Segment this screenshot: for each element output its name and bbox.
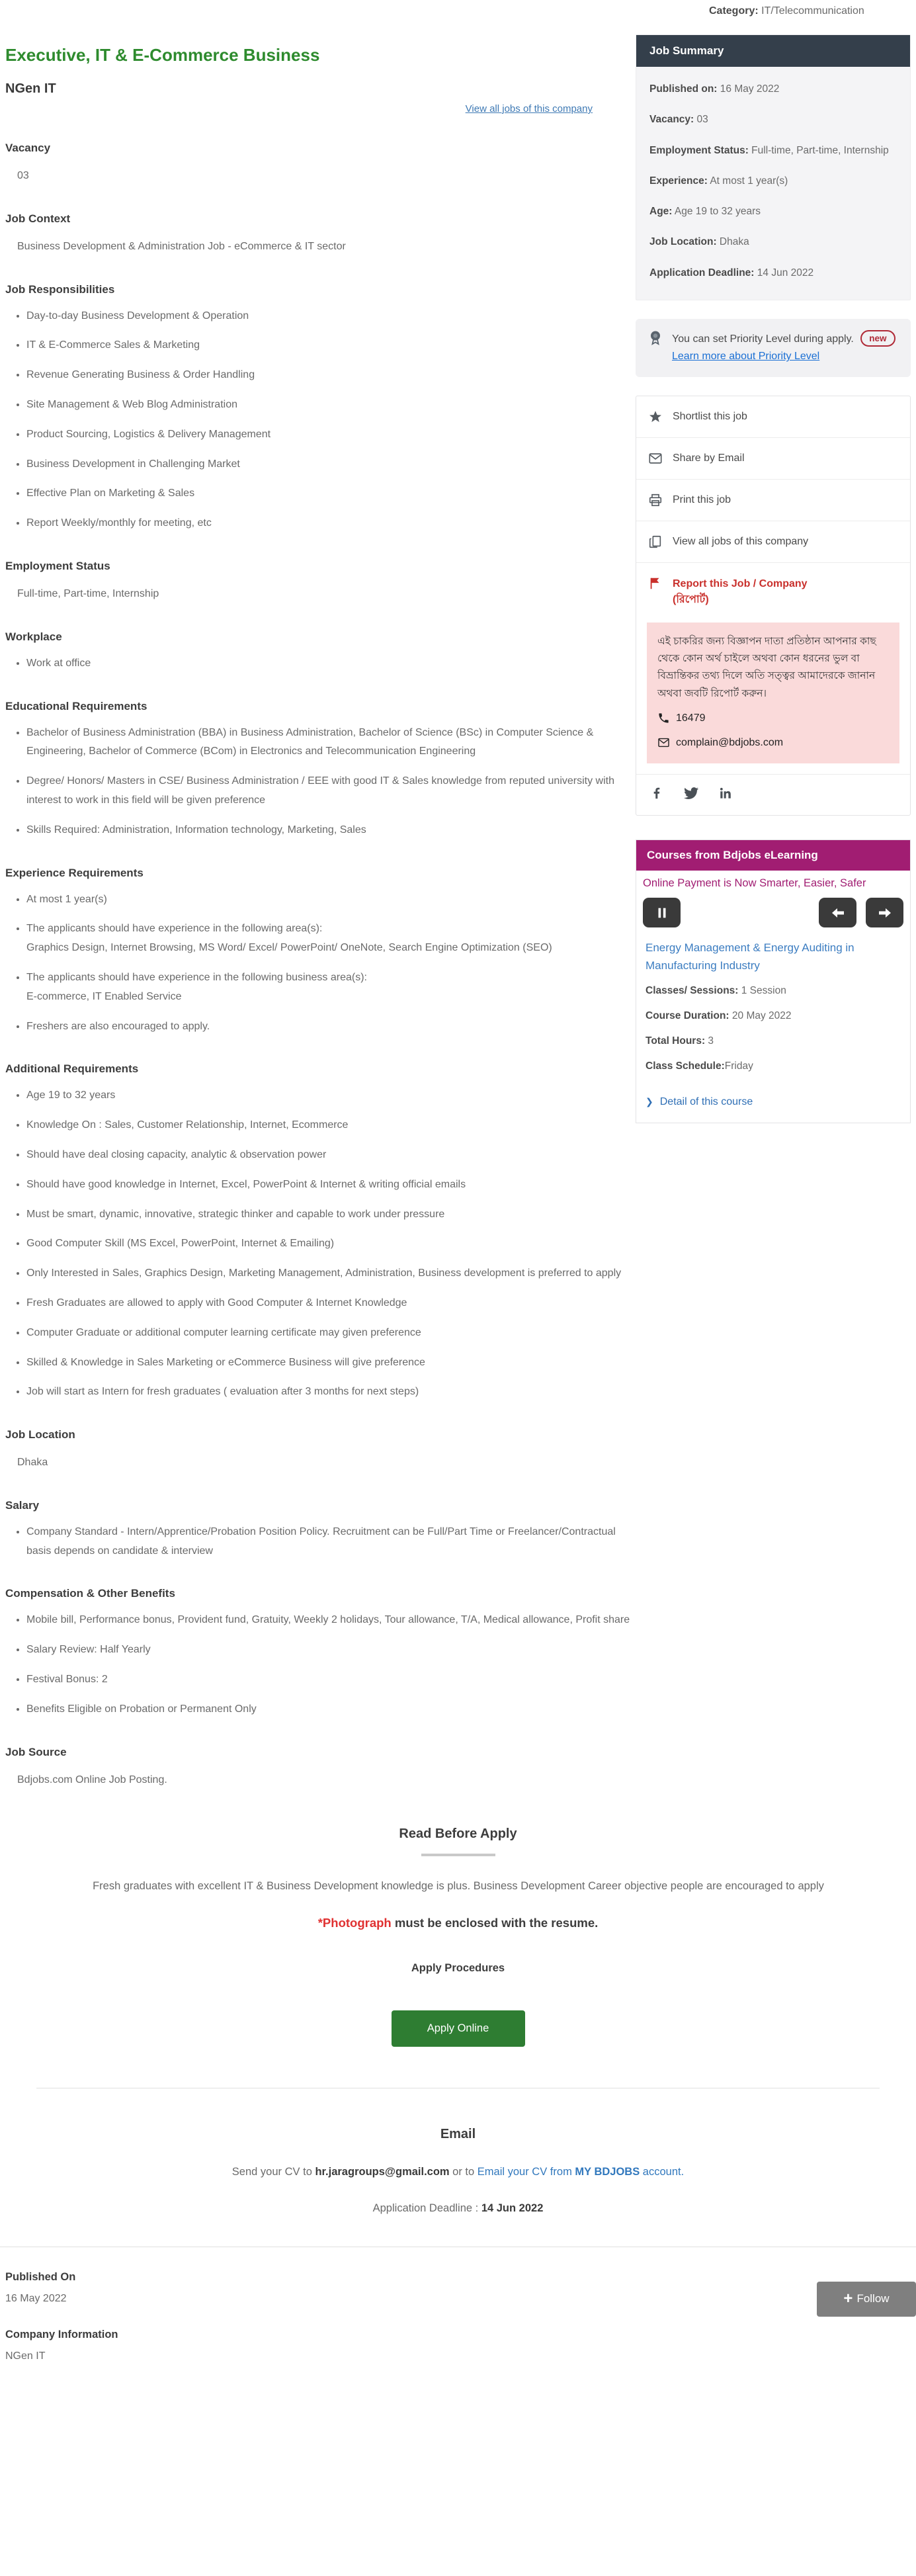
- report-phone-row: [657, 709, 889, 727]
- summary-row-vacancy: [649, 112, 897, 127]
- report-email-row: [657, 734, 889, 751]
- report-info-panel: [647, 623, 899, 764]
- flag-icon: [648, 576, 663, 591]
- summary-value: 16 May 2022: [720, 83, 780, 95]
- compensation-item: • Festival Bonus: 2: [26, 1670, 631, 1690]
- section-heading-workplace: Workplace: [5, 630, 62, 643]
- summary-value: 03: [696, 114, 708, 126]
- compensation-item: • Salary Review: Half Yearly: [26, 1641, 631, 1660]
- experience-requirement-item: • The applicants should have experience in the following business area(s): E-commerce, IT Enabled Service: [26, 968, 631, 1007]
- elearning-title: Courses from Bdjobs eLearning: [636, 840, 910, 871]
- company-information-label: Company Information: [5, 2328, 118, 2340]
- summary-label: Experience:: [649, 175, 708, 187]
- salary-list: [5, 1523, 631, 1561]
- phone-icon: [657, 712, 670, 724]
- section-heading-responsibilities: Job Responsibilities: [5, 282, 115, 296]
- summary-value: Dhaka: [719, 236, 749, 248]
- course-row-value: 20 May 2022: [729, 1009, 792, 1021]
- priority-level-box: [636, 319, 911, 377]
- summary-value: At most 1 year(s): [710, 175, 788, 187]
- prev-button[interactable]: [819, 898, 856, 927]
- job-responsibility-item: • Revenue Generating Business & Order Handling: [26, 366, 631, 385]
- photograph-note-red: *Photograph: [317, 1915, 392, 1930]
- email-suffix-text: account.: [640, 2165, 685, 2178]
- report-label: [673, 576, 808, 608]
- read-before-apply-title: Read Before Apply: [399, 1826, 517, 1842]
- summary-value: 14 Jun 2022: [757, 267, 814, 279]
- course-row-label: Classes/ Sessions:: [645, 984, 739, 996]
- elearning-box: [636, 839, 911, 1123]
- job-responsibility-item: • Product Sourcing, Logistics & Delivery Management: [26, 425, 631, 445]
- section-heading-job-source: Job Source: [5, 1745, 67, 1758]
- job-source-value: Bdjobs.com Online Job Posting.: [17, 1774, 167, 1785]
- report-email: complain@bdjobs.com: [676, 737, 784, 749]
- experience-requirement-item: • At most 1 year(s): [26, 890, 631, 910]
- summary-label: Job Location:: [649, 236, 717, 248]
- pages-icon: [648, 535, 663, 549]
- medal-icon: [647, 330, 663, 366]
- additional-requirement-item: • Job will start as Intern for fresh graduates ( evaluation after 3 months for next steps): [26, 1383, 631, 1402]
- summary-row-experience: [649, 173, 897, 189]
- job-detail-main: [0, 34, 631, 1789]
- additional-requirement-item: • Age 19 to 32 years: [26, 1086, 631, 1105]
- new-badge: new: [860, 330, 895, 347]
- summary-label: Published on:: [649, 83, 718, 95]
- summary-value: Full-time, Part-time, Internship: [751, 144, 889, 156]
- course-row-label: Total Hours:: [645, 1035, 706, 1047]
- summary-label: Application Deadline:: [649, 267, 755, 279]
- summary-label: Employment Status:: [649, 144, 749, 156]
- page-title: Executive, IT & E-Commerce Business: [5, 45, 320, 65]
- twitter-icon[interactable]: [684, 786, 698, 804]
- additional-requirement-item: • Knowledge On : Sales, Customer Relationship, Internet, Ecommerce: [26, 1116, 631, 1135]
- priority-text: You can set Priority Level during apply.: [672, 333, 854, 345]
- section-heading-compensation: Compensation & Other Benefits: [5, 1587, 175, 1600]
- deadline-label: Application Deadline :: [372, 2202, 481, 2214]
- experience-requirement-item: • The applicants should have experience in the following area(s): Graphics Design, Internet Browsing, MS Word/ Excel/ PowerPoint/ OneNote, Search Engine Optimization (SEO): [26, 920, 631, 958]
- educational-requirement-item: • Bachelor of Business Administration (BBA) in Business Administration, Bachelor of Science (BSc) in Computer Science & Engineering, Bachelor of Commerce (BCom) in Electronics and Telecommunication Engineering: [26, 724, 631, 762]
- facebook-icon[interactable]: [649, 786, 664, 804]
- additional-requirement-item: • Only Interested in Sales, Graphics Design, Marketing Management, Administration, Business development is preferred to apply: [26, 1264, 631, 1283]
- category-label: Category:: [709, 5, 759, 17]
- compensation-item: • Benefits Eligible on Probation or Permanent Only: [26, 1700, 631, 1719]
- summary-row-age: [649, 204, 897, 219]
- job-responsibilities-list: [5, 307, 631, 533]
- job-location-value: Dhaka: [17, 1457, 48, 1469]
- additional-requirements-list: [5, 1086, 631, 1402]
- summary-row-location: [649, 234, 897, 249]
- shortlist-label: Shortlist this job: [673, 410, 747, 422]
- shortlist-job-button[interactable]: [636, 396, 910, 438]
- cv-email-address: hr.jaragroups@gmail.com: [315, 2165, 450, 2178]
- additional-requirement-item: • Skilled & Knowledge in Sales Marketing or eCommerce Business will give preference: [26, 1353, 631, 1373]
- job-responsibility-item: • Day-to-day Business Development & Operation: [26, 307, 631, 326]
- report-warning-text: এই চাকরির জন্য বিজ্ঞাপন দাতা প্রতিষ্ঠান আপনার কাছ থেকে কোন অর্থ চাইলে অথবা কোন ধরনের ভুল বা বিভ্রান্তিকর তথ্য দিলে অতি সত্ত্বর আমাদেরকে জানান অথবা জবটি রিপোর্ট করুন।: [657, 635, 876, 699]
- job-summary-box: [636, 34, 911, 300]
- course-detail-link[interactable]: [636, 1086, 910, 1123]
- course-title-link[interactable]: Energy Management & Energy Auditing in Manufacturing Industry: [645, 941, 854, 972]
- additional-requirement-item: • Must be smart, dynamic, innovative, strategic thinker and capable to work under pressure: [26, 1205, 631, 1224]
- printer-icon: [648, 493, 663, 507]
- job-actions-box: [636, 396, 911, 816]
- email-instruction-line: [0, 2166, 916, 2178]
- job-responsibility-item: • Business Development in Challenging Market: [26, 455, 631, 474]
- summary-label: Vacancy:: [649, 114, 694, 126]
- report-label-en: Report this Job / Company: [673, 578, 808, 589]
- application-deadline-line: [0, 2202, 916, 2215]
- course-row-label: Course Duration:: [645, 1009, 729, 1021]
- course-detail-label: Detail of this course: [659, 1095, 753, 1107]
- email-mid-text: or to: [449, 2165, 478, 2178]
- social-share-row: [636, 774, 910, 815]
- summary-label: Age:: [649, 206, 673, 217]
- email-cv-link-text: Email your CV from: [477, 2165, 575, 2178]
- email-cv-link[interactable]: [478, 2166, 684, 2178]
- course-row-value: 3: [705, 1035, 714, 1047]
- experience-requirement-item: • Freshers are also encouraged to apply.: [26, 1017, 631, 1037]
- company-information-value: NGen IT: [5, 2350, 46, 2362]
- published-on-label: Published On: [5, 2270, 76, 2283]
- additional-requirement-item: • Fresh Graduates are allowed to apply with Good Computer & Internet Knowledge: [26, 1294, 631, 1313]
- follow-button[interactable]: [817, 2282, 916, 2317]
- summary-row-employment-status: [649, 143, 897, 158]
- envelope-icon: [648, 451, 663, 466]
- additional-requirement-item: • Should have deal closing capacity, analytic & observation power: [26, 1146, 631, 1165]
- section-heading-vacancy: Vacancy: [5, 142, 51, 154]
- view-company-jobs-label: View all jobs of this company: [673, 535, 809, 547]
- educational-requirement-item: • Skills Required: Administration, Information technology, Marketing, Sales: [26, 821, 631, 840]
- category-value: IT/Telecommunication: [761, 5, 864, 17]
- section-heading-employment-status: Employment Status: [5, 559, 110, 572]
- job-responsibility-item: • Site Management & Web Blog Administration: [26, 396, 631, 415]
- job-responsibility-item: • Effective Plan on Marketing & Sales: [26, 484, 631, 503]
- linkedin-icon[interactable]: [718, 786, 733, 804]
- share-by-email-button[interactable]: [636, 438, 910, 480]
- report-job-button[interactable]: [636, 563, 910, 621]
- email-pre-text: Send your CV to: [231, 2165, 315, 2178]
- elearning-marquee-text: Online Payment is Now Smarter, Easier, Safer: [643, 877, 866, 890]
- view-company-jobs-button[interactable]: [636, 521, 910, 563]
- course-row-schedule: [645, 1060, 901, 1072]
- educational-requirements-list: [5, 724, 631, 840]
- educational-requirement-item: • Degree/ Honors/ Masters in CSE/ Business Administration / EEE with good IT & Sales knowledge from reputed university with interest to work in this field will be given preference: [26, 772, 631, 810]
- apply-online-button[interactable]: Apply Online: [392, 2010, 525, 2047]
- section-heading-job-location: Job Location: [5, 1428, 75, 1441]
- sidebar: [636, 34, 911, 1123]
- course-details: [636, 977, 910, 1072]
- print-label: Print this job: [673, 494, 731, 505]
- report-label-bn: (রিপোর্ট): [673, 593, 709, 605]
- priority-text-wrap: [672, 330, 895, 366]
- section-heading-salary: Salary: [5, 1498, 40, 1512]
- carousel-controls: [636, 891, 910, 930]
- photograph-note: [0, 1916, 916, 1930]
- job-responsibility-item: • Report Weekly/monthly for meeting, etc: [26, 514, 631, 533]
- job-responsibility-item: • IT & E-Commerce Sales & Marketing: [26, 336, 631, 355]
- additional-requirement-item: • Good Computer Skill (MS Excel, PowerPoint, Internet & Emailing): [26, 1234, 631, 1254]
- apply-procedures-title: Apply Procedures: [411, 1961, 505, 1974]
- next-button[interactable]: [866, 898, 903, 927]
- pause-button[interactable]: [643, 898, 681, 927]
- job-summary-body: [636, 67, 910, 300]
- read-before-apply-text: Fresh graduates with excellent IT & Business Development knowledge is plus. Business Development Career objective people are encouraged to apply: [93, 1880, 824, 1893]
- job-context-value: Business Development & Administration Job - eCommerce & IT sector: [17, 240, 346, 252]
- apply-section: [0, 1826, 916, 2214]
- summary-row-published: [649, 81, 897, 97]
- plus-icon: +: [843, 2290, 853, 2308]
- section-heading-additional: Additional Requirements: [5, 1062, 139, 1076]
- title-underline: [421, 1854, 495, 1856]
- report-phone: 16479: [676, 712, 706, 724]
- course-row-hours: [645, 1035, 901, 1047]
- footer: [0, 2271, 916, 2372]
- priority-learn-more-link[interactable]: Learn more about Priority Level: [672, 351, 820, 363]
- view-all-jobs-link[interactable]: View all jobs of this company: [465, 103, 593, 114]
- chevron-right-icon: ❯: [645, 1096, 653, 1107]
- published-on-value: 16 May 2022: [5, 2292, 67, 2304]
- course-row-sessions: [645, 985, 901, 997]
- deadline-value: 14 Jun 2022: [481, 2202, 544, 2214]
- vacancy-value: 03: [17, 170, 29, 181]
- star-icon: [648, 409, 663, 424]
- my-bdjobs-text: MY BDJOBS: [575, 2165, 640, 2178]
- email-section-title: Email: [440, 2126, 476, 2141]
- summary-row-deadline: [649, 265, 897, 280]
- photograph-note-rest: must be enclosed with the resume.: [391, 1915, 599, 1930]
- course-row-duration: [645, 1010, 901, 1022]
- salary-item: • Company Standard - Intern/Apprentice/Probation Position Policy. Recruitment can be Full/Part Time or Freelancer/Contractual basis depends on candidate & interview: [26, 1523, 631, 1561]
- section-heading-educational: Educational Requirements: [5, 699, 147, 712]
- category-line: [709, 5, 864, 17]
- section-heading-experience: Experience Requirements: [5, 866, 144, 879]
- job-summary-title: Job Summary: [636, 35, 910, 67]
- summary-value: Age 19 to 32 years: [674, 206, 761, 217]
- additional-requirement-item: • Should have good knowledge in Internet, Excel, PowerPoint & Internet & writing official emails: [26, 1176, 631, 1195]
- compensation-list: [5, 1611, 631, 1719]
- course-row-value: Friday: [724, 1060, 753, 1072]
- additional-requirement-item: • Computer Graduate or additional computer learning certificate may given preference: [26, 1324, 631, 1343]
- workplace-item: • Work at office: [26, 654, 631, 673]
- course-row-label: Class Schedule:: [645, 1060, 725, 1072]
- envelope-icon: [657, 736, 670, 749]
- workplace-list: [5, 654, 631, 673]
- follow-label: Follow: [856, 2292, 890, 2305]
- company-name: NGen IT: [5, 81, 56, 96]
- employment-status-value: Full-time, Part-time, Internship: [17, 587, 159, 599]
- experience-requirements-list: [5, 890, 631, 1037]
- course-row-value: 1 Session: [738, 984, 786, 996]
- compensation-item: • Mobile bill, Performance bonus, Provident fund, Gratuity, Weekly 2 holidays, Tour allowance, T/A, Medical allowance, Profit share: [26, 1611, 631, 1630]
- share-label: Share by Email: [673, 452, 745, 464]
- print-job-button[interactable]: [636, 480, 910, 521]
- section-heading-job-context: Job Context: [5, 212, 71, 225]
- view-all-link-wrap: [5, 103, 593, 115]
